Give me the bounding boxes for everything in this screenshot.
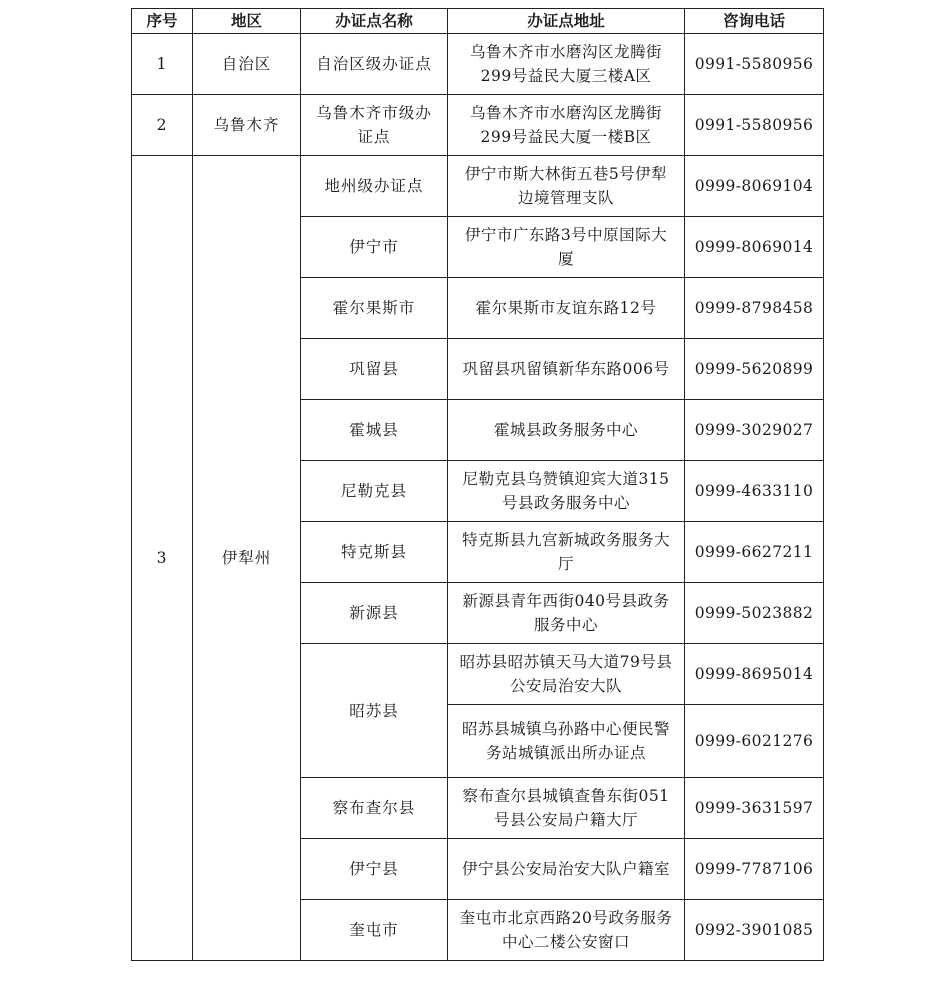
office-name-cell: 伊宁市	[301, 217, 448, 278]
header-row	[132, 9, 824, 34]
phone-cell: 0999-8069014	[685, 217, 824, 278]
header-office-name: 办证点名称	[301, 9, 448, 34]
address-cell: 霍尔果斯市友谊东路12号	[448, 278, 685, 339]
address-cell: 察布查尔县城镇查鲁东街051号县公安局户籍大厅	[448, 778, 685, 839]
phone-cell: 0999-6021276	[685, 705, 824, 778]
address-cell: 霍城县政务服务中心	[448, 400, 685, 461]
office-name-cell: 自治区级办证点	[301, 34, 448, 95]
office-name-cell: 新源县	[301, 583, 448, 644]
seq-cell: 3	[132, 156, 193, 961]
header-region: 地区	[193, 9, 301, 34]
header-address: 办证点地址	[448, 9, 685, 34]
office-table	[131, 8, 824, 961]
phone-cell: 0999-5620899	[685, 339, 824, 400]
header-seq: 序号	[132, 9, 193, 34]
phone-cell: 0999-6627211	[685, 522, 824, 583]
table-row	[132, 34, 824, 95]
office-name-cell: 地州级办证点	[301, 156, 448, 217]
office-name-cell: 霍城县	[301, 400, 448, 461]
office-name-cell: 昭苏县	[301, 644, 448, 778]
region-cell: 乌鲁木齐	[193, 95, 301, 156]
address-cell: 奎屯市北京西路20号政务服务中心二楼公安窗口	[448, 900, 685, 961]
region-cell: 自治区	[193, 34, 301, 95]
office-name-cell: 特克斯县	[301, 522, 448, 583]
phone-cell: 0991-5580956	[685, 95, 824, 156]
address-cell: 伊宁市斯大林街五巷5号伊犁边境管理支队	[448, 156, 685, 217]
header-phone: 咨询电话	[685, 9, 824, 34]
address-cell: 伊宁县公安局治安大队户籍室	[448, 839, 685, 900]
address-cell: 巩留县巩留镇新华东路006号	[448, 339, 685, 400]
region-cell: 伊犁州	[193, 156, 301, 961]
table-row	[132, 95, 824, 156]
address-cell: 尼勒克县乌赞镇迎宾大道315号县政务服务中心	[448, 461, 685, 522]
address-cell: 昭苏县昭苏镇天马大道79号县公安局治安大队	[448, 644, 685, 705]
office-name-cell: 尼勒克县	[301, 461, 448, 522]
address-cell: 乌鲁木齐市水磨沟区龙腾街299号益民大厦一楼B区	[448, 95, 685, 156]
phone-cell: 0999-5023882	[685, 583, 824, 644]
office-name-cell: 巩留县	[301, 339, 448, 400]
address-cell: 特克斯县九宫新城政务服务大厅	[448, 522, 685, 583]
office-name-cell: 察布查尔县	[301, 778, 448, 839]
phone-cell: 0999-8798458	[685, 278, 824, 339]
seq-cell: 1	[132, 34, 193, 95]
phone-cell: 0991-5580956	[685, 34, 824, 95]
phone-cell: 0999-7787106	[685, 839, 824, 900]
table-row	[132, 156, 824, 217]
phone-cell: 0999-8695014	[685, 644, 824, 705]
seq-cell: 2	[132, 95, 193, 156]
phone-cell: 0999-3631597	[685, 778, 824, 839]
address-cell: 昭苏县城镇乌孙路中心便民警务站城镇派出所办证点	[448, 705, 685, 778]
address-cell: 新源县青年西街040号县政务服务中心	[448, 583, 685, 644]
phone-cell: 0992-3901085	[685, 900, 824, 961]
office-name-cell: 伊宁县	[301, 839, 448, 900]
office-name-cell: 霍尔果斯市	[301, 278, 448, 339]
office-name-cell: 奎屯市	[301, 900, 448, 961]
address-cell: 伊宁市广东路3号中原国际大厦	[448, 217, 685, 278]
address-cell: 乌鲁木齐市水磨沟区龙腾街299号益民大厦三楼A区	[448, 34, 685, 95]
phone-cell: 0999-8069104	[685, 156, 824, 217]
phone-cell: 0999-3029027	[685, 400, 824, 461]
office-name-cell: 乌鲁木齐市级办证点	[301, 95, 448, 156]
phone-cell: 0999-4633110	[685, 461, 824, 522]
